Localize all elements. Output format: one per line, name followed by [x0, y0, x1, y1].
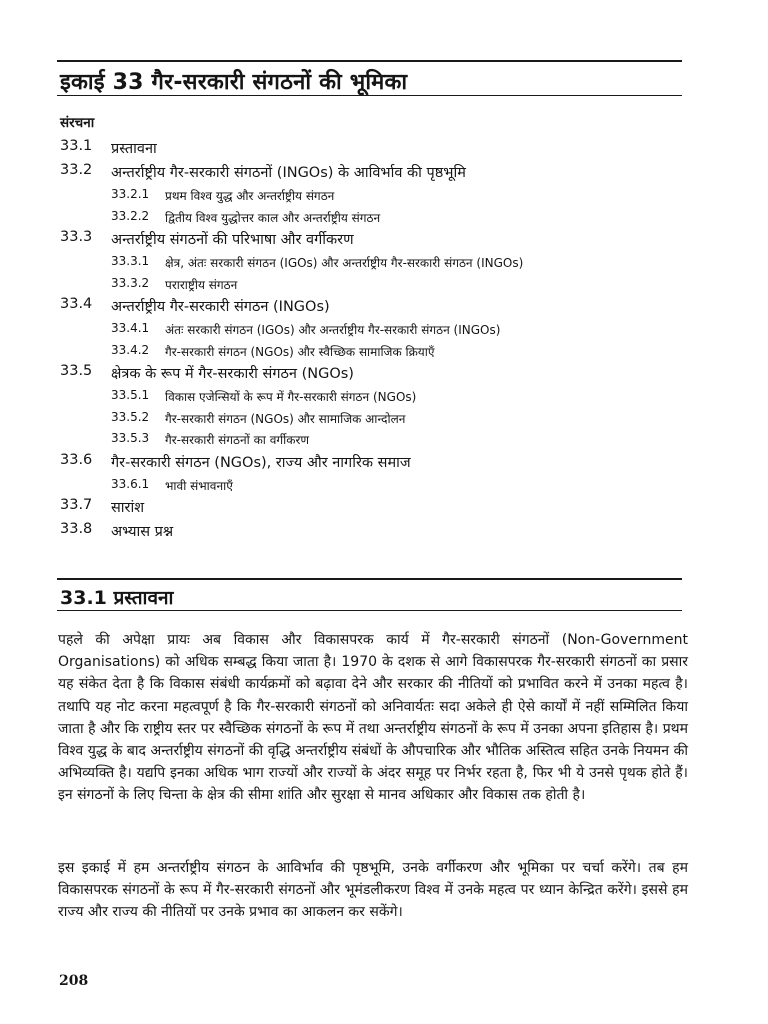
toc-text: अन्तर्राष्ट्रीय संगठनों की परिभाषा और वर्गीकरण [111, 232, 354, 248]
toc-number: 33.2 [60, 162, 93, 178]
toc-text: सारांश [111, 500, 145, 516]
toc-text: गैर-सरकारी संगठन (NGOs), राज्य और नागरिक समाज [111, 454, 411, 471]
toc-number: 33.5.2 [111, 409, 150, 424]
toc-subentry [57, 385, 697, 407]
toc-subentry [57, 273, 697, 295]
toc-subentry [57, 474, 697, 496]
toc-subentry [57, 318, 697, 340]
toc-number: 33.6 [60, 451, 93, 468]
toc-text: क्षेत्रक के रूप में गैर-सरकारी संगठन (NGOs) [111, 366, 354, 382]
toc-text: विकास एजेन्सियों के रूप में गैर-सरकारी संगठन (NGOs) [165, 390, 417, 404]
toc-entry [57, 519, 697, 543]
body-paragraph: इस इकाई में हम अन्तर्राष्ट्रीय संगठन के आविर्भाव की पृष्ठभूमि, उनके वर्गीकरण और भूमिका पर चर्चा करेंगे। तब हम विकासपरक संगठनों के रूप में गैर-सरकारी संगठनों और भूमंडलीकरण विश्व में उनके महत्व पर ध्यान केन्द्रित करेंगे। इससे हम राज्य और राज्य की नीतियों पर उनके प्रभाव का आकलन कर सकेंगे। [58, 860, 688, 921]
section-title: 33.1 प्रस्तावना [60, 587, 174, 609]
toc-subentry [57, 428, 697, 450]
toc-number: 33.5.3 [111, 431, 150, 445]
toc-number: 33.2.1 [111, 187, 150, 201]
unit-title: इकाई 33 गैर-सरकारी संगठनों की भूमिका [60, 70, 408, 95]
toc-number: 33.5.1 [111, 388, 150, 402]
toc-text: द्वितीय विश्व युद्धोत्तर काल और अन्तर्राष्ट्रीय संगठन [165, 210, 381, 225]
toc-number: 33.4.1 [111, 321, 150, 335]
toc-text: अभ्यास प्रश्न [111, 524, 174, 540]
toc-number: 33.3.2 [111, 275, 150, 290]
toc-text: गैर-सरकारी संगठनों का वर्गीकरण [165, 433, 310, 447]
toc-number: 33.2.2 [111, 208, 150, 223]
toc-text: क्षेत्र, अंतः सरकारी संगठन (IGOs) और अन्तर्राष्ट्रीय गैर-सरकारी संगठन (INGOs) [165, 256, 524, 270]
toc-text: प्रस्तावना [111, 141, 157, 157]
toc-subentry [57, 206, 697, 228]
toc-number: 33.6.1 [111, 476, 150, 491]
toc-text: अन्तर्राष्ट्रीय गैर-सरकारी संगठन (INGOs) [111, 299, 330, 315]
title-underline-rule [57, 95, 682, 96]
toc-text: प्रथम विश्व युद्ध और अन्तर्राष्ट्रीय संगठन [165, 189, 335, 203]
toc-text: पराराष्ट्रीय संगठन [165, 277, 238, 292]
toc-subentry [57, 184, 697, 206]
toc-text: गैर-सरकारी संगठन (NGOs) और सामाजिक आन्दोलन [165, 411, 406, 426]
toc-subentry [57, 407, 697, 429]
toc-number: 33.3.1 [111, 254, 150, 268]
page-number: 208 [59, 973, 89, 989]
toc-entry [57, 361, 697, 385]
section-bottom-rule [57, 610, 682, 611]
toc-entry [57, 495, 697, 519]
body-paragraph: पहले की अपेक्षा प्रायः अब विकास और विकासपरक कार्य में गैर-सरकारी संगठनों (Non-Government Organisations) को अधिक सम्बद्ध किया जाता है। 1970 के दशक से आगे विकासपरक गैर-सरकारी संगठनों का प्रसार यह संकेत देता है कि विकास संबंधी कार्यक्रमों को बढ़ावा देने और सरकार की नीतियों को प्रभावित करने में उनका महत्व है। तथापि यह नोट करना महत्वपूर्ण है कि गैर-सरकारी संगठनों को अनिवार्यतः सदा अकेले ही ऐसे कार्यों में नहीं सम्मिलित किया जाता है और कि राष्ट्रीय स्तर पर स्वैच्छिक संगठनों के रूप में तथा अन्तर्राष्ट्रीय संगठनों के रूप में उनका अपना इतिहास है। प्रथम विश्व युद्ध के बाद अन्तर्राष्ट्रीय संगठनों की वृद्धि अन्तर्राष्ट्रीय संबंधों के औपचारिक और भौतिक अस्तित्व सहित उनके नियमन की अभिव्यक्ति है। यद्यपि इनका अधिक भाग राज्यों और राज्यों के अंदर समूह पर निर्भर रहता है, फिर भी ये उनसे पृथक होते हैं। इन संगठनों के लिए चिन्ता के क्षेत्र की सीमा शांति और सुरक्षा से मानव अधिकार और विकास तक होती है। [58, 632, 688, 804]
structure-heading: संरचना [60, 115, 95, 131]
toc-number: 33.5 [60, 363, 93, 379]
table-of-contents [57, 136, 697, 543]
toc-number: 33.8 [60, 521, 93, 537]
toc-subentry [57, 251, 697, 273]
toc-text: अन्तर्राष्ट्रीय गैर-सरकारी संगठनों (INGOs) के आविर्भाव की पृष्ठभूमि [111, 165, 466, 181]
section-top-rule [57, 578, 682, 580]
toc-number: 33.4.2 [111, 342, 150, 357]
toc-text: भावी संभावनाएँ [165, 478, 233, 493]
top-rule [57, 60, 682, 62]
toc-subentry [57, 340, 697, 362]
toc-entry [57, 227, 697, 251]
toc-entry [57, 450, 697, 474]
toc-entry [57, 294, 697, 318]
toc-number: 33.7 [60, 497, 93, 513]
toc-number: 33.1 [60, 138, 93, 154]
toc-number: 33.4 [60, 296, 93, 312]
toc-entry [57, 136, 697, 160]
toc-entry [57, 160, 697, 184]
toc-text: गैर-सरकारी संगठन (NGOs) और स्वैच्छिक सामाजिक क्रियाएँ [165, 344, 435, 359]
toc-number: 33.3 [60, 229, 93, 245]
toc-text: अंतः सरकारी संगठन (IGOs) और अन्तर्राष्ट्रीय गैर-सरकारी संगठन (INGOs) [165, 323, 501, 337]
